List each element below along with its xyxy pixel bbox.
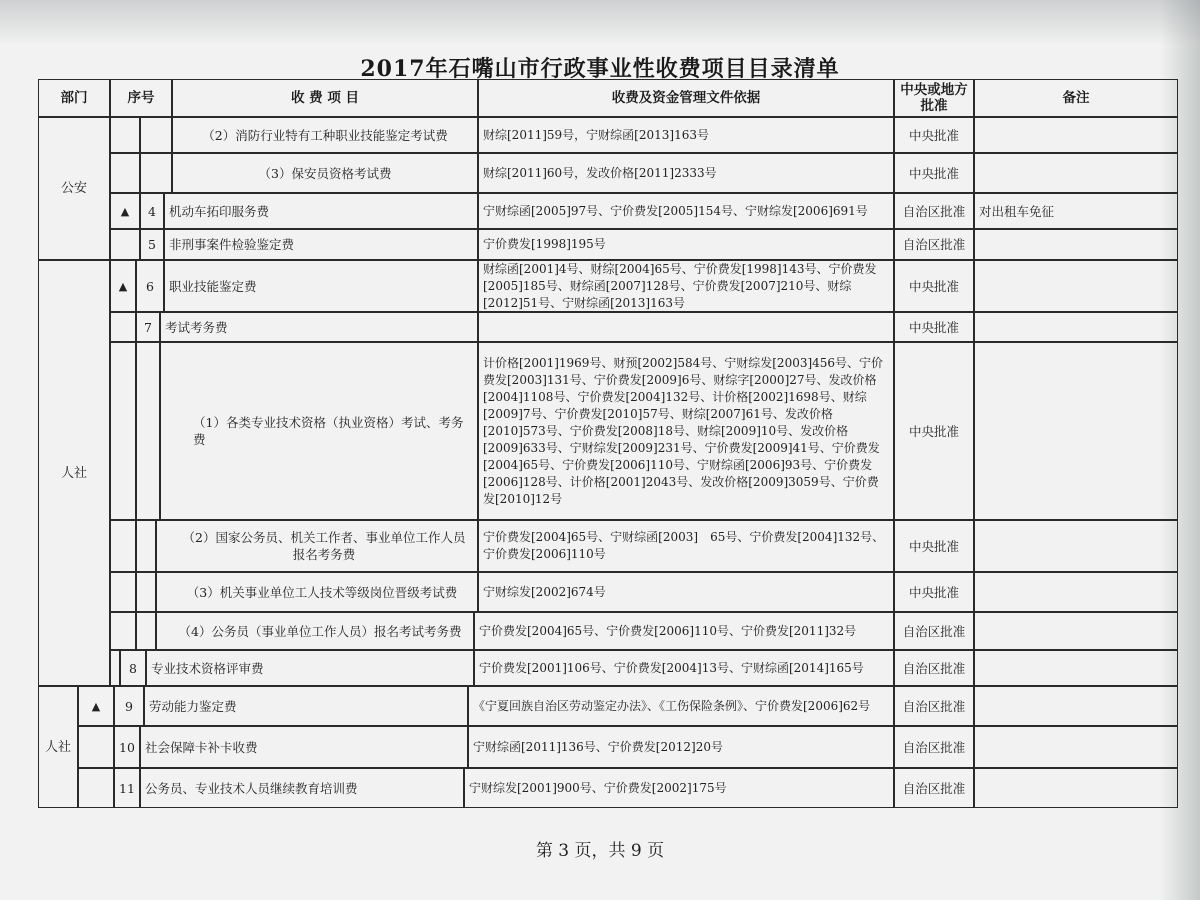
basis-cell: 宁价费发[2001]106号、宁价费发[2004]13号、宁财综函[2014]165号 xyxy=(474,650,894,686)
marker-cell xyxy=(110,342,136,520)
approval-cell: 中央批准 xyxy=(894,572,974,612)
dept-cell: 公安 xyxy=(38,117,110,260)
approval-cell: 中央批准 xyxy=(894,117,974,153)
approval-cell: 自治区批准 xyxy=(894,650,974,686)
marker-cell xyxy=(110,650,120,686)
item-cell: 社会保障卡补卡收费 xyxy=(140,726,468,768)
note-cell xyxy=(974,520,1178,572)
approval-cell: 自治区批准 xyxy=(894,612,974,650)
note-cell xyxy=(974,768,1178,808)
note-cell xyxy=(974,650,1178,686)
basis-cell: 宁价费发[1998]195号 xyxy=(478,229,894,260)
note-cell xyxy=(974,153,1178,193)
marker-cell xyxy=(78,768,114,808)
dept-cell: 人社 xyxy=(38,260,110,686)
item-cell: （4）公务员（事业单位工作人员）报名考试考务费 xyxy=(156,612,474,650)
seq-cell: 10 xyxy=(114,726,140,768)
note-cell: 对出租车免征 xyxy=(974,193,1178,229)
item-cell: 职业技能鉴定费 xyxy=(164,260,478,312)
basis-cell: 宁财综函[2005]97号、宁价费发[2005]154号、宁财综发[2006]691号 xyxy=(478,193,894,229)
approval-cell: 中央批准 xyxy=(894,520,974,572)
basis-cell xyxy=(478,312,894,342)
basis-cell: 计价格[2001]1969号、财预[2002]584号、宁财综发[2003]456号、宁价费发[2003]131号、宁价费发[2009]6号、财综字[2000]27号、发改价格[2004]1108号、宁价费发[2004]132号、计价格[2002]1698号、财综[2009]7号、宁价费发[2010]57号、财综[2007]61号、发改价格[2010]573号、宁价费发[2008]18号、财综[2009]10号、发改价格[2009]633号、宁财综发[2009]231号、宁价费发[2009]41号、宁价费发[2004]65号、宁价费发[2006]110号、宁财综函[2006]93号、宁价费发[2006]128号、计价格[2001]2043号、发改价格[2009]3059号、宁价费发[2010]12号 xyxy=(478,342,894,520)
basis-cell: 宁价费发[2004]65号、宁财综函[2003] 65号、宁价费发[2004]132号、宁价费发[2006]110号 xyxy=(478,520,894,572)
approval-cell: 中央批准 xyxy=(894,260,974,312)
basis-cell: 财综[2011]60号，发改价格[2011]2333号 xyxy=(478,153,894,193)
approval-cell: 自治区批准 xyxy=(894,229,974,260)
item-cell: 劳动能力鉴定费 xyxy=(144,686,468,726)
basis-cell: 宁财综发[2001]900号、宁价费发[2002]175号 xyxy=(464,768,894,808)
item-cell: （1）各类专业技术资格（执业资格）考试、考务费 xyxy=(160,342,478,520)
seq-cell xyxy=(140,153,172,193)
item-cell: 非刑事案件检验鉴定费 xyxy=(164,229,478,260)
header-item: 收 费 项 目 xyxy=(172,79,478,117)
header-seq: 序号 xyxy=(110,79,172,117)
approval-cell: 自治区批准 xyxy=(894,726,974,768)
seq-cell: 9 xyxy=(114,686,144,726)
seq-cell: 5 xyxy=(140,229,164,260)
note-cell xyxy=(974,260,1178,312)
seq-cell xyxy=(136,612,156,650)
note-cell xyxy=(974,117,1178,153)
marker-triangle: ▲ xyxy=(110,260,136,312)
seq-cell: 8 xyxy=(120,650,146,686)
marker-cell xyxy=(110,229,140,260)
item-cell: 机动车拓印服务费 xyxy=(164,193,478,229)
header-note: 备注 xyxy=(974,79,1178,117)
marker-triangle: ▲ xyxy=(78,686,114,726)
marker-cell xyxy=(110,153,140,193)
marker-cell xyxy=(110,117,140,153)
item-cell: （3）机关事业单位工人技术等级岗位晋级考试费 xyxy=(156,572,478,612)
seq-cell xyxy=(136,520,156,572)
item-cell: （3）保安员资格考试费 xyxy=(172,153,478,193)
note-cell xyxy=(974,342,1178,520)
basis-cell: 财综函[2001]4号、财综[2004]65号、宁价费发[1998]143号、宁价费发[2005]185号、财综函[2007]128号、宁价费发[2007]210号、财综[2012]51号、宁财综函[2013]163号 xyxy=(478,260,894,312)
note-cell xyxy=(974,572,1178,612)
item-cell: 考试考务费 xyxy=(160,312,478,342)
item-cell: 公务员、专业技术人员继续教育培训费 xyxy=(140,768,464,808)
approval-cell: 中央批准 xyxy=(894,153,974,193)
document-title: 2017年石嘴山市行政事业性收费项目目录清单 xyxy=(360,56,840,82)
note-cell xyxy=(974,312,1178,342)
seq-cell xyxy=(140,117,172,153)
seq-cell: 7 xyxy=(136,312,160,342)
approval-cell: 自治区批准 xyxy=(894,193,974,229)
header-approval: 中央或地方批准 xyxy=(894,79,974,117)
note-cell xyxy=(974,612,1178,650)
header-dept: 部门 xyxy=(38,79,110,117)
dept-cell: 人社 xyxy=(38,686,78,808)
seq-cell: 4 xyxy=(140,193,164,229)
page-number: 第 3 页，共 9 页 xyxy=(535,841,665,861)
seq-cell: 11 xyxy=(114,768,140,808)
header-basis: 收费及资金管理文件依据 xyxy=(478,79,894,117)
approval-cell: 中央批准 xyxy=(894,312,974,342)
marker-cell xyxy=(110,520,136,572)
item-cell: （2）国家公务员、机关工作者、事业单位工作人员报名考务费 xyxy=(156,520,478,572)
basis-cell: 宁财综函[2011]136号、宁价费发[2012]20号 xyxy=(468,726,894,768)
basis-cell: 财综[2011]59号，宁财综函[2013]163号 xyxy=(478,117,894,153)
marker-cell xyxy=(78,726,114,768)
marker-cell xyxy=(110,312,136,342)
seq-cell xyxy=(136,342,160,520)
marker-cell xyxy=(110,612,136,650)
approval-cell: 中央批准 xyxy=(894,342,974,520)
basis-cell: 《宁夏回族自治区劳动鉴定办法》、《工伤保险条例》、宁价费发[2006]62号 xyxy=(468,686,894,726)
page-shadow-top xyxy=(0,0,1200,45)
item-cell: （2）消防行业特有工种职业技能鉴定考试费 xyxy=(172,117,478,153)
note-cell xyxy=(974,686,1178,726)
basis-cell: 宁价费发[2004]65号、宁价费发[2006]110号、宁价费发[2011]32号 xyxy=(474,612,894,650)
basis-cell: 宁财综发[2002]674号 xyxy=(478,572,894,612)
note-cell xyxy=(974,229,1178,260)
marker-triangle: ▲ xyxy=(110,193,140,229)
approval-cell: 自治区批准 xyxy=(894,768,974,808)
seq-cell: 6 xyxy=(136,260,164,312)
note-cell xyxy=(974,726,1178,768)
item-cell: 专业技术资格评审费 xyxy=(146,650,474,686)
marker-cell xyxy=(110,572,136,612)
approval-cell: 自治区批准 xyxy=(894,686,974,726)
seq-cell xyxy=(136,572,156,612)
